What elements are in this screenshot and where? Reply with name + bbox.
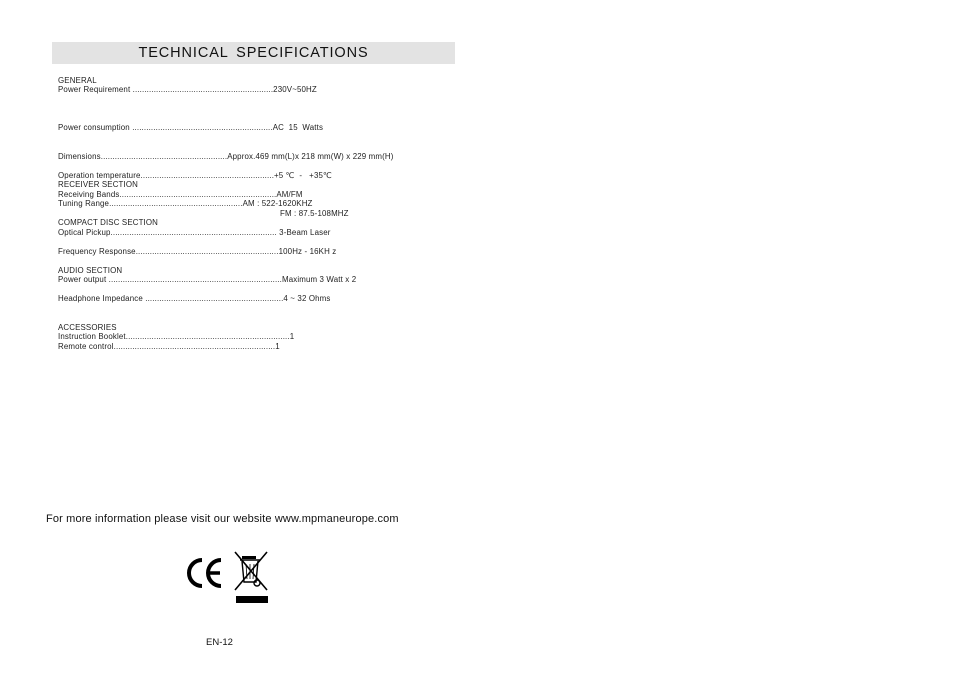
spec-power-output: Power output ..........................................................................Maximum 3 Watt x 2	[58, 275, 357, 284]
spec-frequency-response: Frequency Response.............................................................100Hz - 16KH z	[58, 247, 337, 256]
page-title: TECHNICAL SPECIFICATIONS	[138, 45, 369, 61]
spec-power-requirement: Power Requirement ............................................................230V~50HZ	[58, 85, 317, 94]
section-heading-accessories: ACCESSORIES	[58, 323, 117, 332]
spec-optical-pickup: Optical Pickup....................................................................... 3-Beam Laser	[58, 228, 331, 237]
section-heading-compact-disc: COMPACT DISC SECTION	[58, 218, 159, 227]
section-heading-receiver: RECEIVER SECTION	[58, 180, 139, 189]
spec-remote-control: Remote control.....................................................................1	[58, 342, 280, 351]
section-heading-general: GENERAL	[58, 76, 97, 85]
spec-instruction-booklet: Instruction Booklet......................................................................1	[58, 332, 295, 341]
spec-dimensions: Dimensions......................................................Approx.469 mm(L)x 218 mm(W) x 229 mm(H)	[58, 152, 394, 161]
section-heading-audio: AUDIO SECTION	[58, 266, 123, 275]
website-footer: For more information please visit our website www.mpmaneurope.com	[46, 513, 399, 525]
page-number: EN-12	[206, 637, 233, 648]
spec-headphone-impedance: Headphone Impedance ...........................................................4 ~ 32 Ohms	[58, 294, 331, 303]
spec-receiving-bands: Receiving Bands...................................................................AM/FM	[58, 190, 303, 199]
ce-mark-icon	[186, 557, 224, 589]
spec-tuning-range-fm: FM : 87.5-108MHZ	[280, 209, 349, 218]
spec-tuning-range-am: Tuning Range.........................................................AM : 522-1620KHZ	[58, 199, 313, 208]
spec-operation-temperature: Operation temperature.........................................................+5 ℃ - +35℃	[58, 171, 333, 180]
spec-power-consumption: Power consumption ............................................................AC 15 Watts	[58, 123, 324, 132]
title-bar	[52, 42, 455, 64]
crossed-out-wheelie-bin-icon	[232, 550, 270, 605]
